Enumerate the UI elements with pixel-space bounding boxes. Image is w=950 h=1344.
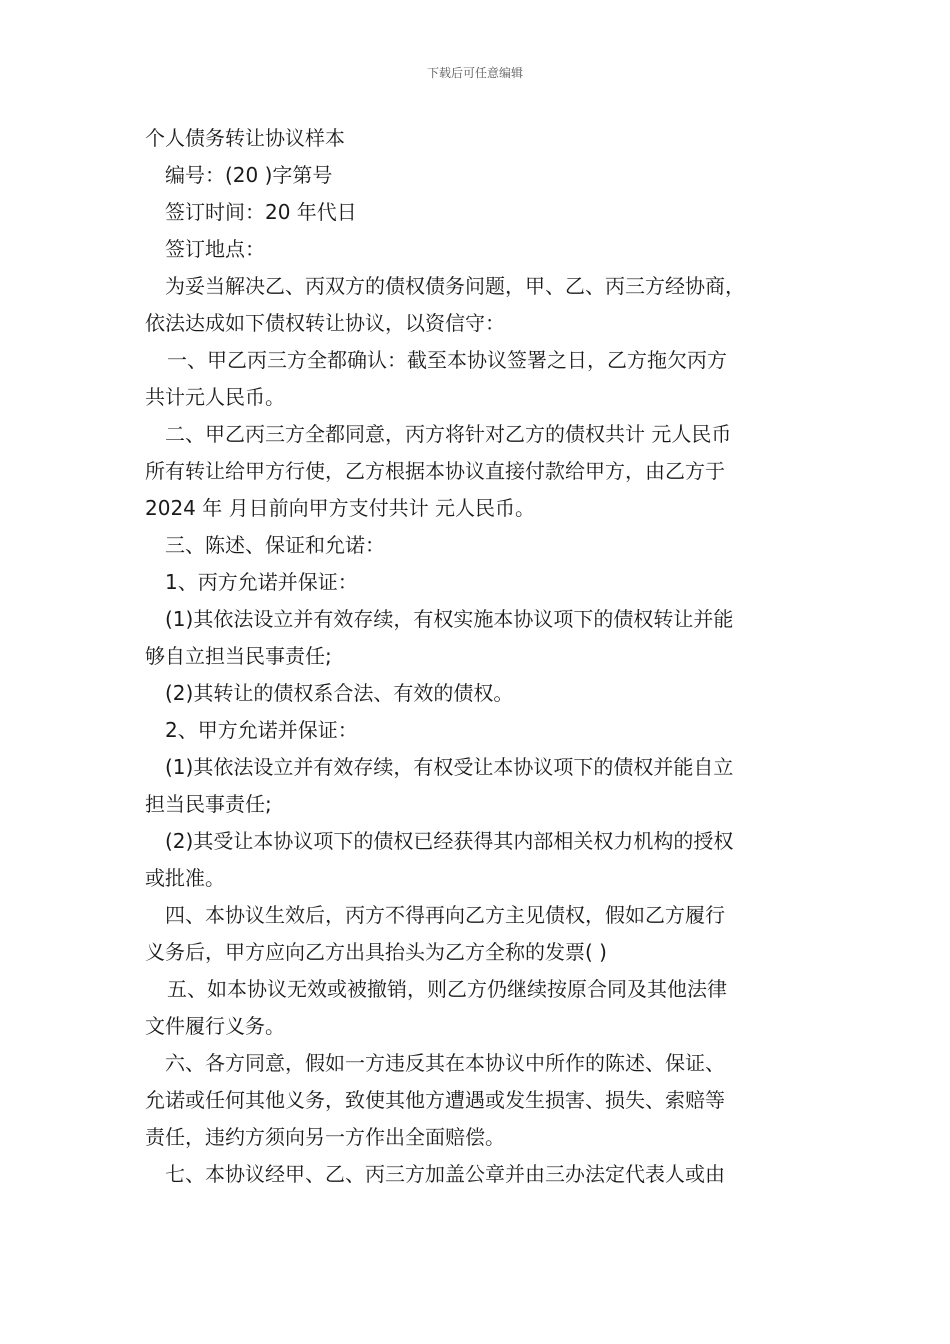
clause-3-sub-heading: 2、甲方允诺并保证： xyxy=(165,718,358,742)
clause-4-line: 义务后，甲方应向乙方出具抬头为乙方全称的发票( ) xyxy=(145,940,607,964)
preamble-line: 依法达成如下债权转让协议，以资信守： xyxy=(145,311,505,335)
clause-3-item: 担当民事责任; xyxy=(145,792,272,816)
clause-2-line: 2024 年 月日前向甲方支付共计 元人民币。 xyxy=(145,496,535,520)
clause-5-line: 文件履行义务。 xyxy=(145,1014,285,1038)
clause-1-line: 一、甲乙丙三方全都确认：截至本协议签署之日，乙方拖欠丙方 xyxy=(167,348,727,372)
signing-time: 签订时间：20 年代日 xyxy=(165,200,357,224)
header-note: 下载后可任意编辑 xyxy=(426,66,523,80)
clause-1-line: 共计元人民币。 xyxy=(145,385,285,409)
clause-6-line: 责任，违约方须向另一方作出全面赔偿。 xyxy=(145,1125,505,1149)
clause-3-item: 或批准。 xyxy=(145,866,225,890)
clause-7-line: 七、本协议经甲、乙、丙三方加盖公章并由三办法定代表人或由 xyxy=(165,1162,725,1186)
clause-2-line: 所有转让给甲方行使，乙方根据本协议直接付款给甲方，由乙方于 xyxy=(145,459,725,483)
clause-6-line: 允诺或任何其他义务，致使其他方遭遇或发生损害、损失、索赔等 xyxy=(145,1088,725,1112)
document-body xyxy=(145,120,809,1193)
contract-number: 编号：(20 )字第号 xyxy=(165,163,333,187)
preamble-line: 为妥当解决乙、丙双方的债权债务问题，甲、乙、丙三方经协商， xyxy=(165,274,745,298)
signing-place: 签订地点： xyxy=(165,237,265,261)
clause-5-line: 五、如本协议无效或被撤销，则乙方仍继续按原合同及其他法律 xyxy=(167,977,727,1001)
clause-3-sub-heading: 1、丙方允诺并保证： xyxy=(165,570,358,594)
clause-3-item: (1)其依法设立并有效存续，有权实施本协议项下的债权转让并能 xyxy=(165,607,734,631)
clause-3-heading: 三、陈述、保证和允诺： xyxy=(165,533,385,557)
clause-3-item: (1)其依法设立并有效存续，有权受让本协议项下的债权并能自立 xyxy=(165,755,734,779)
document-title: 个人债务转让协议样本 xyxy=(145,126,345,150)
clause-3-item: (2)其受让本协议项下的债权已经获得其内部相关权力机构的授权 xyxy=(165,829,734,853)
clause-3-item: 够自立担当民事责任; xyxy=(145,644,332,668)
clause-6-line: 六、各方同意，假如一方违反其在本协议中所作的陈述、保证、 xyxy=(165,1051,725,1075)
clause-3-item: (2)其转让的债权系合法、有效的债权。 xyxy=(165,681,514,705)
clause-2-line: 二、甲乙丙三方全都同意，丙方将针对乙方的债权共计 元人民币 xyxy=(165,422,732,446)
clause-4-line: 四、本协议生效后，丙方不得再向乙方主见债权，假如乙方履行 xyxy=(165,903,725,927)
